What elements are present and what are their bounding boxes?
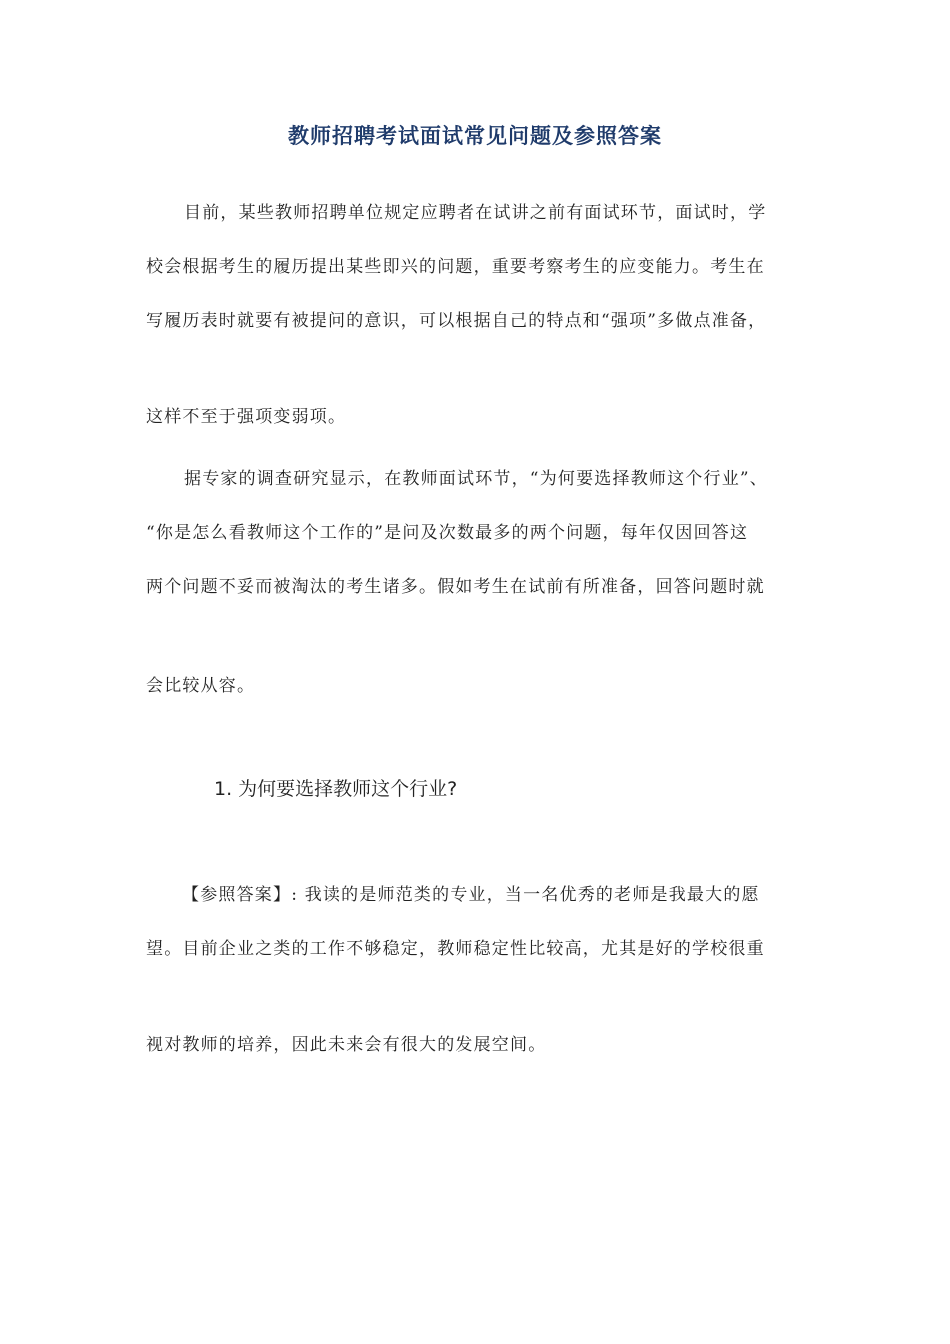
question-heading: 1. 为何要选择教师这个行业? [214, 778, 458, 800]
document-title: 教师招聘考试面试常见问题及参照答案 [288, 124, 662, 148]
answer-line-1: 【参照答案】: 我读的是师范类的专业，当一名优秀的老师是我最大的愿 [182, 885, 760, 905]
intro-line-2: 校会根据考生的履历提出某些即兴的问题，重要考察考生的应变能力。考生在 [146, 257, 765, 277]
intro-line-1: 目前，某些教师招聘单位规定应聘者在试讲之前有面试环节，面试时，学 [184, 203, 767, 223]
answer-line-3: 视对教师的培养，因此未来会有很大的发展空间。 [146, 1035, 547, 1055]
intro-line-4: 这样不至于强项变弱项。 [146, 407, 347, 427]
second-line-2: “你是怎么看教师这个工作的”是问及次数最多的两个问题，每年仅因回答这 [146, 523, 749, 543]
intro-line-3: 写履历表时就要有被提问的意识，可以根据自己的特点和“强项”多做点准备， [146, 311, 767, 331]
answer-line-2: 望。目前企业之类的工作不够稳定，教师稳定性比较高，尤其是好的学校很重 [146, 939, 765, 959]
second-line-4: 会比较从容。 [146, 676, 256, 696]
second-line-3: 两个问题不妥而被淘汰的考生诸多。假如考生在试前有所准备，回答问题时就 [146, 577, 765, 597]
second-line-1: 据专家的调查研究显示，在教师面试环节，“为何要选择教师这个行业”、 [184, 469, 768, 489]
